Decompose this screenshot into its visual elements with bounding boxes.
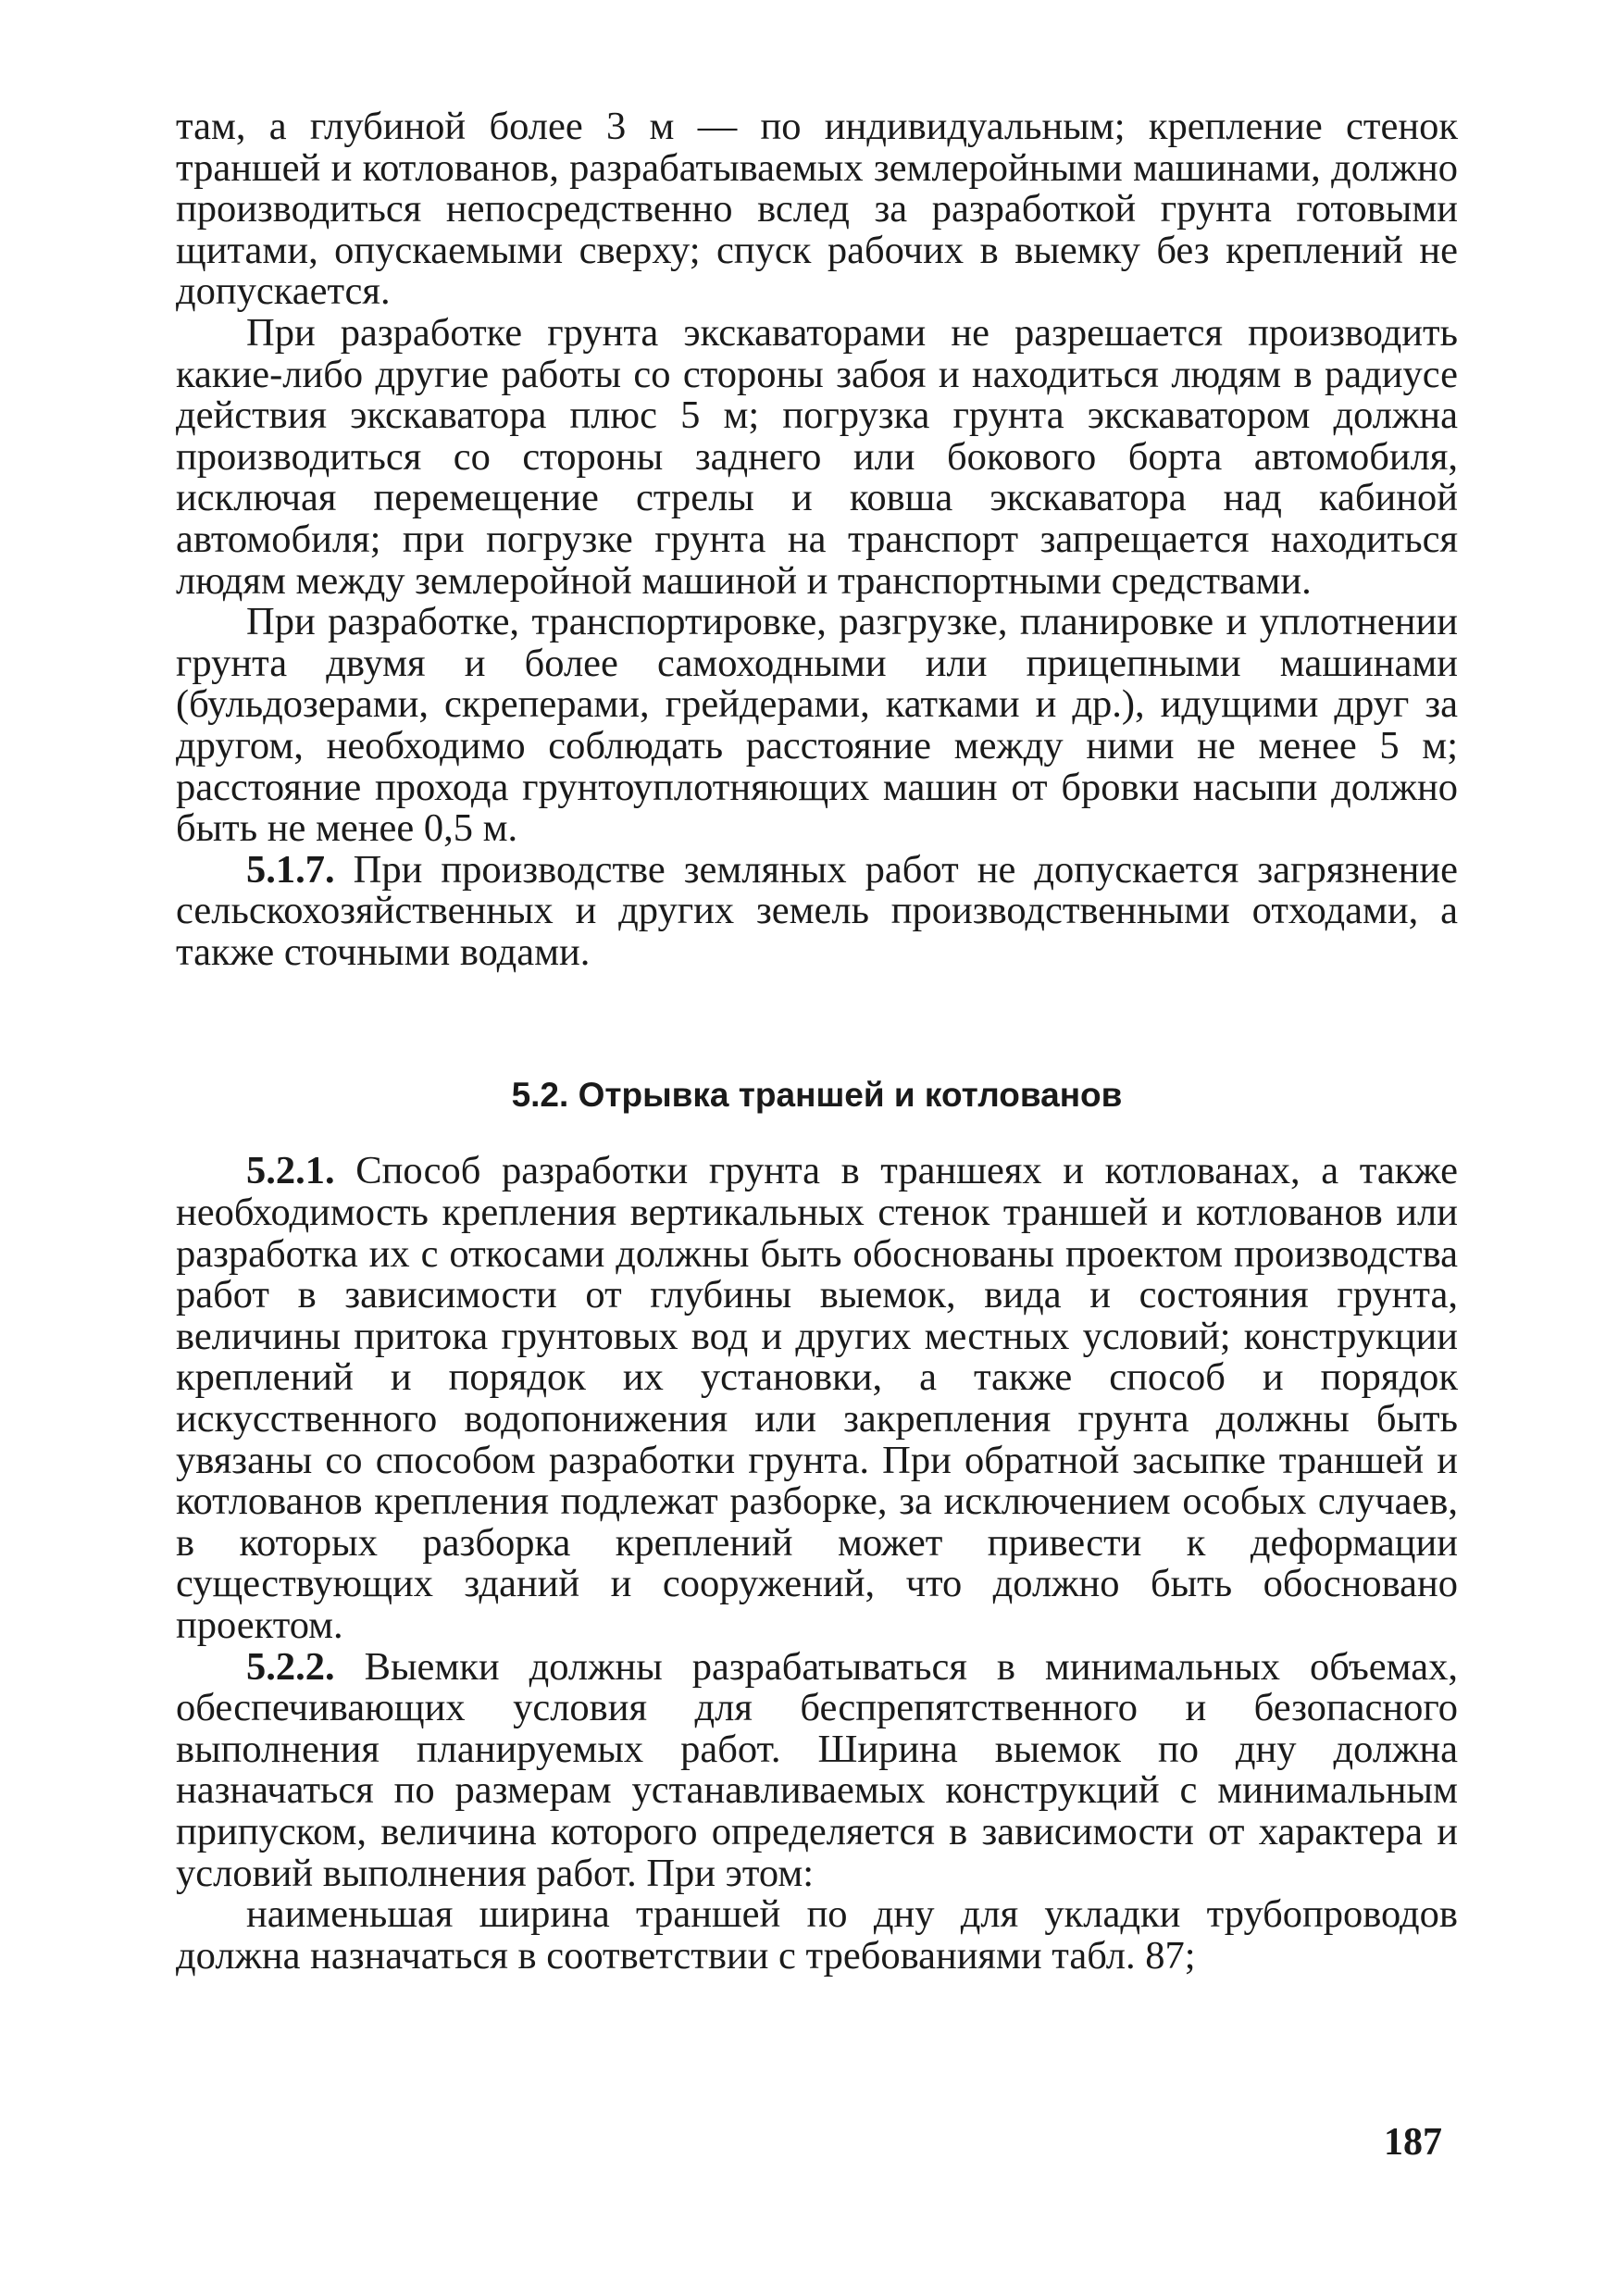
paragraph-trench-width (176, 1894, 1458, 1977)
body-text-upper (176, 106, 1458, 973)
paragraph-1 (176, 310, 1458, 603)
paragraph-2 (176, 602, 1458, 850)
paragraph-5-2-1 (176, 1151, 1458, 1646)
body-text-lower (176, 1151, 1458, 1977)
paragraph-5-1-7 (176, 847, 1458, 974)
clause-number: 5.2.2. (246, 1644, 335, 1689)
section-heading: 5.2. Отрывка траншей и котлованов (511, 1076, 1123, 1115)
document-page (176, 106, 1458, 1977)
paragraph-text: При разработке, транспортировке, разгрузке, планировке и уплотнении грунта двумя и более самоходными или прицепными машинами (бульдозерами, скреперами, грейдерами, катками и др.), идущими друг за другом, необходимо соблюдать расстояние между ними не менее 5 м; расстояние прохода грунтоуплотняющих машин от бровки насыпи должно быть не менее 0,5 м. (176, 600, 1458, 851)
paragraph-text: наименьшая ширина траншей по дну для укладки трубопроводов должна назначаться в соответствии с требованиями табл. 87; (176, 1892, 1458, 1978)
paragraph-0 (176, 106, 1458, 313)
paragraph-text: Способ разработки грунта в траншеях и котлованах, а также необходимость крепления вертикальных стенок траншей и котлованов или разработка их с откосами должны быть обоснованы проектом производства работ в зависимости от глубины выемок, вида и состояния грунта, величины притока грунтовых вод и других местных условий; конструкции креплений и порядок их установки, а также способ и порядок искусственного водопонижения или закрепления грунта должны быть увязаны со способом разработки грунта. При обратной засыпке траншей и котлованов крепления подлежат разборке, за исключением особых случаев, в которых разборка креплений может привести к деформации существующих зданий и сооружений, что должно быть обосновано проектом. (176, 1149, 1458, 1647)
paragraph-text: Выемки должны разрабатываться в минимальных объемах, обеспечивающих условия для беспрепятственного и безопасного выполнения планируемых работ. Ширина выемок по дну должна назначаться по размерам устанавливаемых конструкций с минимальным припуском, величина которого определяется в зависимости от характера и условий выполнения работ. При этом: (176, 1644, 1458, 1895)
page-number: 187 (1384, 2121, 1442, 2164)
paragraph-5-2-2 (176, 1644, 1458, 1895)
paragraph-text: там, а глубиной более 3 м — по индивидуальным; крепление стенок траншей и котлованов, разрабатываемых землеройными машинами, должно производиться непосредственно вслед за разработкой грунта готовыми щитами, опускаемыми сверху; спуск рабочих в выемку без креплений не допускается. (176, 105, 1458, 314)
paragraph-text: При производстве земляных работ не допускается загрязнение сельскохозяйственных и других земель производственными отходами, а также сточными водами. (176, 847, 1458, 974)
clause-number: 5.2.1. (246, 1149, 335, 1193)
paragraph-text: При разработке грунта экскаваторами не разрешается производить какие-либо другие работы со стороны забоя и находиться людям в радиусе действия экскаватора плюс 5 м; погрузка грунта экскаватором должна производиться со стороны заднего или бокового борта автомобиля, исключая перемещение стрелы и ковша экскаватора над кабиной автомобиля; при погрузке грунта на транспорт запрещается находиться людям между землеройной машиной и транспортными средствами. (176, 310, 1458, 603)
clause-number: 5.1.7. (246, 847, 335, 892)
